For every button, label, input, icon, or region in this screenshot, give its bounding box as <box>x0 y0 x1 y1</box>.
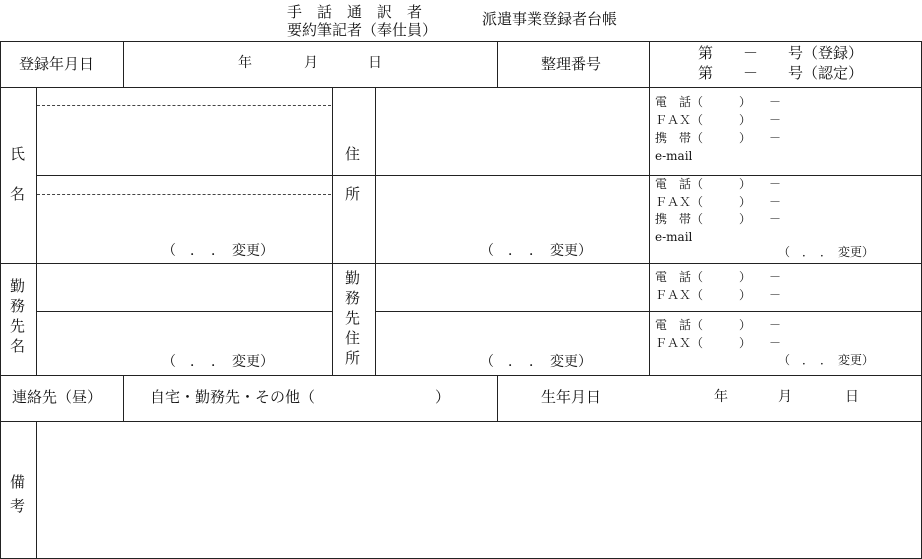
registration-number-line: 第 － 号（登録） <box>698 44 864 62</box>
title-line1: 手 話 通 訳 者 <box>287 3 423 21</box>
fax-line: ＦＡＸ（ ） － <box>655 195 782 209</box>
birth-month-label: 月 <box>778 389 792 405</box>
work-tel-line: 電 話（ ） － <box>655 318 782 332</box>
col-line <box>36 87 37 375</box>
workplace-address-char: 所 <box>345 349 361 367</box>
mobile-line: 携 帯（ ） － <box>655 131 782 145</box>
email-label: e-mail <box>655 149 693 163</box>
workplace-name-label <box>10 276 25 356</box>
work-fax-line: ＦＡＸ（ ） － <box>655 288 782 302</box>
table-border-top <box>0 41 921 42</box>
work-tel-line: 電 話（ ） － <box>655 270 782 284</box>
management-number-label: 整理番号 <box>541 55 602 73</box>
date-day-label: 日 <box>368 55 382 71</box>
col-line <box>649 41 650 375</box>
birth-day-label: 日 <box>845 389 859 405</box>
remarks-label <box>10 470 25 518</box>
address-label-2: 所 <box>345 185 361 203</box>
col-line <box>497 41 498 87</box>
furigana-line <box>37 194 331 195</box>
name-label-1: 氏 <box>10 145 26 163</box>
certification-number-line: 第 － 号（認定） <box>698 64 864 82</box>
workplace-name-char: 勤 <box>10 277 26 295</box>
workplace-address-char: 住 <box>345 329 361 347</box>
col-line <box>332 87 333 375</box>
remarks-char: 備 <box>10 473 26 491</box>
row-line <box>0 375 921 376</box>
workplace-address-char: 先 <box>345 309 361 327</box>
daytime-contact-label: 連絡先（昼） <box>12 388 103 406</box>
workplace-address-change-note: （ ． ． 変更） <box>480 354 592 370</box>
row-line <box>36 175 921 176</box>
tel-line: 電 話（ ） － <box>655 95 782 109</box>
title-line2: 要約筆記者（奉仕員） <box>287 21 438 39</box>
row-line <box>0 87 921 88</box>
workplace-name-char: 名 <box>10 337 26 355</box>
row-line <box>0 263 921 264</box>
col-line <box>497 375 498 421</box>
date-year-label: 年 <box>238 55 252 71</box>
work-contact-change-note: （ ． ． 変更） <box>778 353 875 367</box>
email-label: e-mail <box>655 230 693 244</box>
tel-line: 電 話（ ） － <box>655 177 782 191</box>
address-label-1: 住 <box>345 145 361 163</box>
furigana-line <box>37 105 331 106</box>
fax-line: ＦＡＸ（ ） － <box>655 113 782 127</box>
table-border-left <box>0 41 1 559</box>
name-label-2: 名 <box>10 185 26 203</box>
row-line <box>375 311 921 312</box>
daytime-contact-options: 自宅・勤務先・その他（ ） <box>150 388 451 406</box>
col-line <box>375 87 376 375</box>
workplace-name-char: 務 <box>10 297 26 315</box>
date-month-label: 月 <box>304 55 318 71</box>
address-change-note: （ ． ． 変更） <box>480 243 592 259</box>
col-line <box>123 375 124 421</box>
registration-date-label: 登録年月日 <box>19 55 95 73</box>
contact-change-note: （ ． ． 変更） <box>778 245 875 259</box>
col-line <box>123 41 124 87</box>
name-change-note: （ ． ． 変更） <box>162 243 274 259</box>
workplace-name-char: 先 <box>10 317 26 335</box>
title-suffix: 派遣事業登録者台帳 <box>482 10 618 28</box>
workplace-address-char: 務 <box>345 289 361 307</box>
work-fax-line: ＦＡＸ（ ） － <box>655 336 782 350</box>
mobile-line: 携 帯（ ） － <box>655 212 782 226</box>
row-line <box>36 311 332 312</box>
birth-year-label: 年 <box>714 389 728 405</box>
birth-date-label: 生年月日 <box>541 388 602 406</box>
remarks-field[interactable] <box>37 422 920 557</box>
remarks-char: 考 <box>10 497 26 515</box>
workplace-address-char: 勤 <box>345 269 361 287</box>
workplace-address-label <box>345 268 360 368</box>
workplace-name-change-note: （ ． ． 変更） <box>162 354 274 370</box>
